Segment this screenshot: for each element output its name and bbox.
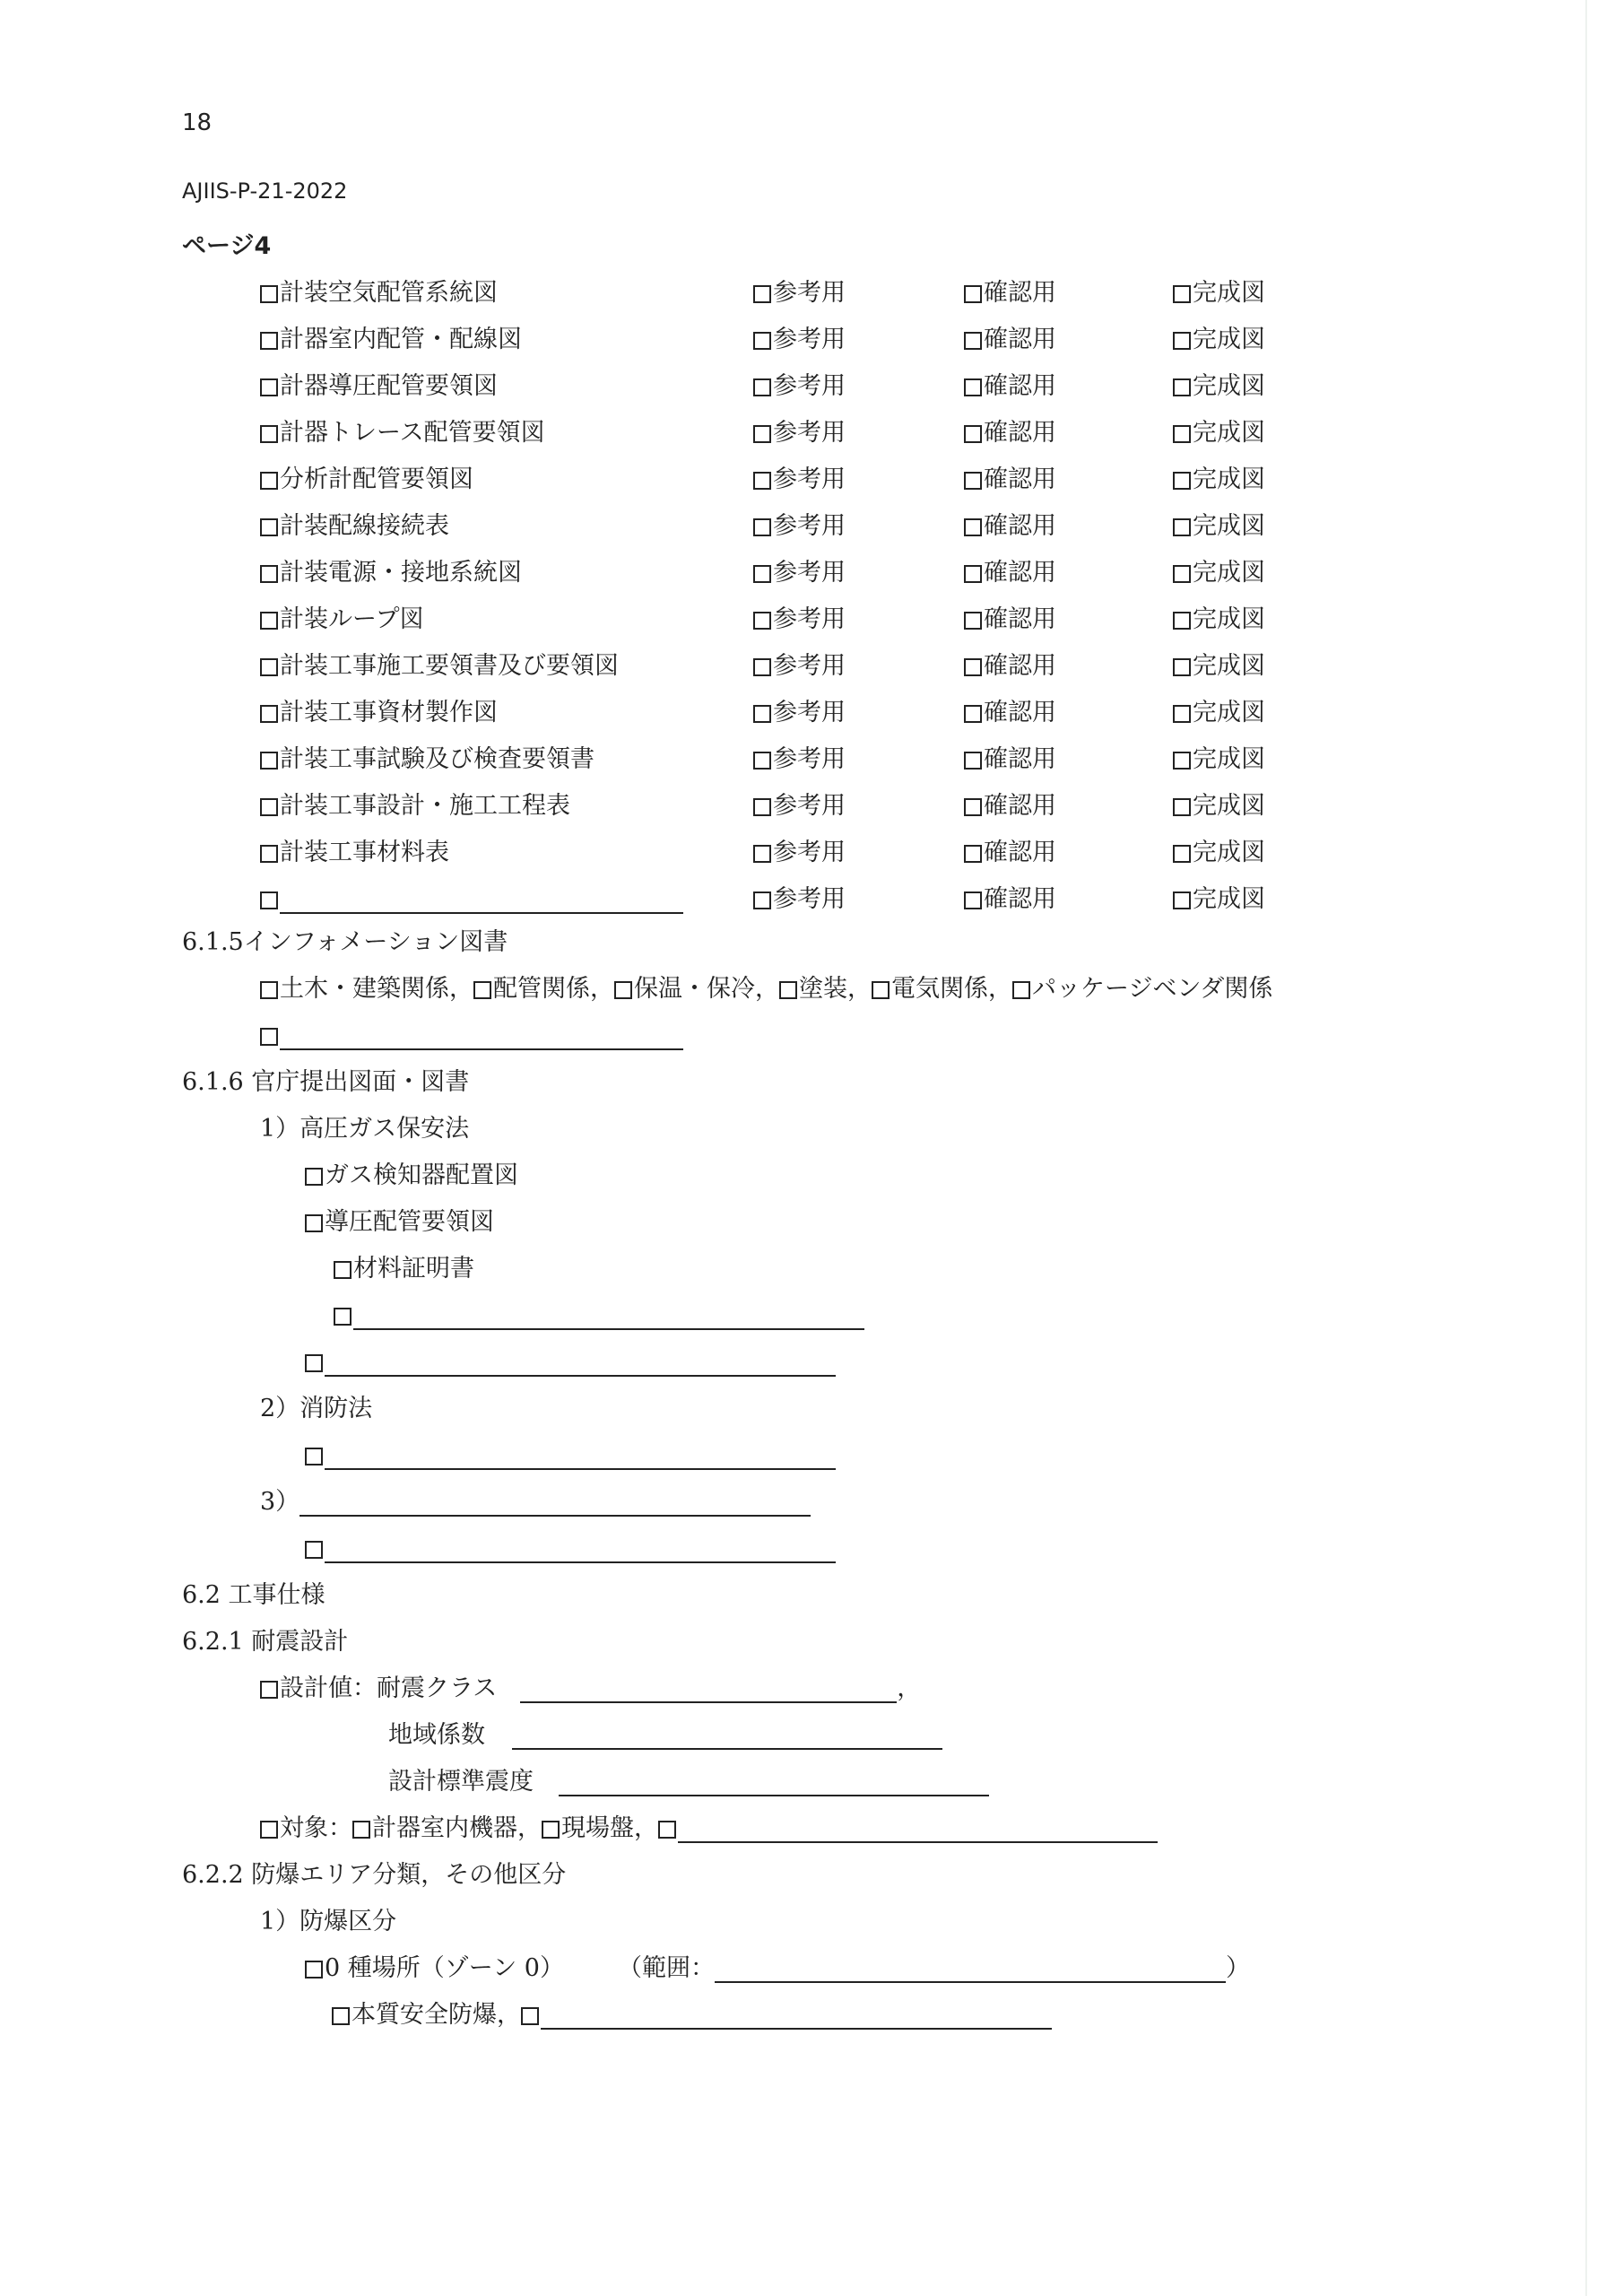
usage-reference-label: 参考用: [773, 326, 846, 353]
usage-approval-checkbox[interactable]: [964, 845, 982, 863]
doc-item-label: 計装工事材料表: [280, 839, 449, 866]
doc-table-row: [0, 651, 1623, 687]
usage-reference-label: 参考用: [773, 419, 846, 447]
doc-item-label: 計器トレース配管要領図: [280, 419, 545, 447]
usage-as-built-checkbox[interactable]: [1173, 332, 1191, 350]
usage-approval-label: 確認用: [984, 279, 1056, 307]
section-621-heading: 6.2.1 耐震設計: [182, 1628, 349, 1656]
usage-approval-checkbox[interactable]: [964, 332, 982, 350]
usage-approval: [964, 511, 1056, 542]
pressure-piping-label: 導圧配管要領図: [325, 1208, 494, 1236]
doc-table-row: [0, 838, 1623, 874]
range-close: ）: [1225, 1954, 1250, 1982]
usage-as-built-label: 完成図: [1193, 559, 1265, 587]
doc-table-row: [0, 558, 1623, 594]
law-other-number: 3）: [260, 1488, 300, 1516]
usage-reference-checkbox[interactable]: [753, 472, 771, 490]
usage-approval: [964, 884, 1056, 915]
option-insulation: 保温・保冷，: [634, 975, 779, 1003]
usage-approval: [964, 465, 1056, 495]
doc-item-label: 計器室内配管・配線図: [280, 326, 522, 353]
usage-approval: [964, 604, 1056, 635]
usage-as-built-checkbox[interactable]: [1173, 425, 1191, 443]
blank-field[interactable]: [280, 1025, 683, 1050]
usage-approval-checkbox[interactable]: [964, 472, 982, 490]
checkbox-civil[interactable]: [260, 981, 278, 999]
doc-item-checkbox[interactable]: [260, 565, 278, 583]
document-id: AJIIS-P-21-2022: [182, 178, 348, 204]
usage-as-built-label: 完成図: [1193, 326, 1265, 353]
zone0-label: 0 種場所（ゾーン 0）: [325, 1954, 564, 1982]
checkbox-intrinsic[interactable]: [332, 2007, 350, 2025]
usage-as-built-checkbox[interactable]: [1173, 472, 1191, 490]
info-docs-other: [260, 1021, 683, 1051]
usage-reference-label: 参考用: [773, 279, 846, 307]
usage-approval-checkbox[interactable]: [964, 658, 982, 676]
usage-as-built-checkbox[interactable]: [1173, 798, 1191, 816]
doc-item-label: 分析計配管要領図: [280, 465, 473, 493]
doc-item: [260, 698, 498, 728]
checkbox-zone0[interactable]: [305, 1961, 323, 1979]
doc-table-row: [0, 371, 1623, 407]
usage-reference-label: 参考用: [773, 372, 846, 400]
usage-approval: [964, 278, 1056, 309]
usage-reference: [753, 604, 846, 635]
usage-approval: [964, 558, 1056, 588]
usage-reference: [753, 371, 846, 402]
usage-as-built-label: 完成図: [1193, 745, 1265, 773]
usage-as-built: [1173, 698, 1265, 728]
usage-as-built: [1173, 278, 1265, 309]
doc-table-row: [0, 744, 1623, 780]
explosion-proof-sub: 1）防爆区分: [260, 1908, 397, 1935]
pressure-piping-item: [305, 1207, 494, 1238]
usage-approval-label: 確認用: [984, 699, 1056, 726]
law-other: [260, 1487, 811, 1518]
law-fire-service: 2）消防法: [260, 1395, 373, 1422]
usage-reference-checkbox[interactable]: [753, 565, 771, 583]
material-cert-label: 材料証明書: [353, 1255, 474, 1283]
usage-approval-label: 確認用: [984, 839, 1056, 866]
doc-item-label: 計装工事試験及び検査要領書: [280, 745, 595, 773]
checkbox-painting[interactable]: [779, 981, 797, 999]
usage-approval-checkbox[interactable]: [964, 285, 982, 303]
usage-as-built: [1173, 371, 1265, 402]
usage-as-built-checkbox[interactable]: [1173, 658, 1191, 676]
doc-item-label: 計装空気配管系統図: [280, 279, 498, 307]
checkbox-fire-other[interactable]: [305, 1448, 323, 1465]
intrinsic-row: [332, 2000, 1052, 2031]
usage-reference-label: 参考用: [773, 792, 846, 820]
usage-reference-label: 参考用: [773, 839, 846, 866]
doc-item-checkbox[interactable]: [260, 472, 278, 490]
usage-as-built: [1173, 651, 1265, 682]
usage-as-built: [1173, 511, 1265, 542]
usage-reference-label: 参考用: [773, 652, 846, 680]
doc-table-row: [0, 698, 1623, 734]
doc-item-checkbox[interactable]: [260, 332, 278, 350]
usage-approval-checkbox[interactable]: [964, 425, 982, 443]
law-high-pressure-gas: 1）高圧ガス保安法: [260, 1115, 470, 1143]
usage-reference: [753, 418, 846, 448]
usage-reference-label: 参考用: [773, 605, 846, 633]
checkbox-info-other[interactable]: [260, 1028, 278, 1046]
doc-item-checkbox[interactable]: [260, 518, 278, 536]
usage-reference: [753, 465, 846, 495]
doc-item-checkbox[interactable]: [260, 891, 278, 909]
doc-item: [260, 465, 473, 495]
usage-approval: [964, 651, 1056, 682]
doc-item-label: 計装工事設計・施工工程表: [280, 792, 570, 820]
design-seismic-row: [388, 1767, 989, 1797]
usage-approval-label: 確認用: [984, 465, 1056, 493]
doc-item-checkbox[interactable]: [260, 798, 278, 816]
usage-approval-checkbox[interactable]: [964, 752, 982, 770]
usage-as-built-label: 完成図: [1193, 419, 1265, 447]
usage-reference: [753, 698, 846, 728]
usage-reference: [753, 744, 846, 775]
doc-item: [260, 418, 545, 448]
usage-reference-checkbox[interactable]: [753, 705, 771, 723]
usage-as-built-label: 完成図: [1193, 792, 1265, 820]
checkbox-target-other[interactable]: [658, 1821, 676, 1839]
comma: ，: [897, 1674, 922, 1702]
usage-approval: [964, 325, 1056, 355]
usage-approval-label: 確認用: [984, 559, 1056, 587]
blank-field[interactable]: [299, 1492, 811, 1517]
usage-as-built: [1173, 791, 1265, 822]
usage-as-built-checkbox[interactable]: [1173, 891, 1191, 909]
usage-approval-label: 確認用: [984, 792, 1056, 820]
doc-item-checkbox[interactable]: [260, 378, 278, 396]
checkbox-hpg-other[interactable]: [305, 1354, 323, 1372]
usage-approval-checkbox[interactable]: [964, 891, 982, 909]
section-615-heading: 6.1.5インフォメーション図書: [182, 928, 508, 956]
doc-item-checkbox[interactable]: [260, 612, 278, 630]
usage-reference: [753, 278, 846, 309]
region-coef-label: 地域係数: [388, 1721, 485, 1749]
usage-approval: [964, 838, 1056, 868]
doc-table-row: [0, 884, 1623, 920]
checkbox-law-other[interactable]: [305, 1541, 323, 1559]
doc-table-row: [0, 511, 1623, 547]
doc-table-row: [0, 604, 1623, 640]
usage-approval-label: 確認用: [984, 512, 1056, 540]
blank-field[interactable]: [559, 1771, 989, 1796]
blank-field[interactable]: [325, 1352, 836, 1377]
section-616-heading: 6.1.6 官庁提出図面・図書: [182, 1068, 470, 1096]
blank-field[interactable]: [520, 1678, 897, 1703]
usage-reference: [753, 325, 846, 355]
usage-as-built-label: 完成図: [1193, 699, 1265, 726]
design-seismic-label: 設計標準震度: [388, 1768, 534, 1796]
doc-item: [260, 511, 449, 542]
doc-item: [260, 744, 595, 775]
section-62-heading: 6.2 工事仕様: [182, 1581, 325, 1609]
seismic-class-row: [260, 1674, 921, 1704]
doc-table-row: [0, 791, 1623, 827]
doc-item: [260, 278, 498, 309]
usage-reference: [753, 884, 846, 915]
usage-as-built-checkbox[interactable]: [1173, 705, 1191, 723]
usage-approval-label: 確認用: [984, 745, 1056, 773]
blank-field[interactable]: [280, 889, 683, 914]
usage-as-built-label: 完成図: [1193, 465, 1265, 493]
doc-item-label: 計器導圧配管要領図: [280, 372, 498, 400]
usage-approval-checkbox[interactable]: [964, 798, 982, 816]
doc-item-label: 計装電源・接地系統図: [280, 559, 522, 587]
range-open: （範囲：: [617, 1954, 715, 1982]
checkbox-pressure-piping[interactable]: [305, 1214, 323, 1232]
doc-table-row: [0, 418, 1623, 454]
doc-item: [260, 838, 449, 868]
doc-item-checkbox[interactable]: [260, 285, 278, 303]
usage-as-built-label: 完成図: [1193, 279, 1265, 307]
option-piping: 配管関係，: [493, 975, 614, 1003]
checkbox-intrinsic-other[interactable]: [521, 2007, 539, 2025]
usage-approval: [964, 698, 1056, 728]
usage-reference-checkbox[interactable]: [753, 378, 771, 396]
page-number: 18: [182, 109, 213, 136]
option-electrical: 電気関係，: [891, 975, 1012, 1003]
usage-approval: [964, 791, 1056, 822]
checkbox-target[interactable]: [260, 1821, 278, 1839]
usage-as-built: [1173, 838, 1265, 868]
checkbox-material-cert[interactable]: [334, 1261, 352, 1279]
blank-field[interactable]: [512, 1725, 942, 1750]
usage-reference-checkbox[interactable]: [753, 658, 771, 676]
design-value-label: 設計値：耐震クラス: [280, 1674, 498, 1702]
doc-item: [260, 604, 424, 635]
checkbox-target-panel[interactable]: [542, 1821, 560, 1839]
blank-field[interactable]: [715, 1958, 1226, 1983]
doc-table-row: [0, 465, 1623, 500]
usage-reference-label: 参考用: [773, 465, 846, 493]
usage-reference: [753, 651, 846, 682]
usage-reference: [753, 511, 846, 542]
usage-as-built: [1173, 604, 1265, 635]
usage-approval-label: 確認用: [984, 652, 1056, 680]
usage-approval: [964, 371, 1056, 402]
usage-as-built-checkbox[interactable]: [1173, 285, 1191, 303]
doc-item: [260, 558, 522, 588]
material-cert-item: [334, 1254, 474, 1284]
gas-detector-item: [305, 1161, 518, 1191]
usage-approval: [964, 744, 1056, 775]
option-civil: 土木・建築関係，: [280, 975, 473, 1003]
usage-approval-label: 確認用: [984, 885, 1056, 913]
seismic-target-row: [260, 1813, 1158, 1844]
usage-reference-checkbox[interactable]: [753, 518, 771, 536]
option-painting: 塗装，: [799, 975, 872, 1003]
usage-reference-label: 参考用: [773, 699, 846, 726]
doc-item-checkbox[interactable]: [260, 845, 278, 863]
doc-item: [260, 325, 522, 355]
checkbox-design-value[interactable]: [260, 1681, 278, 1699]
doc-item-label: 計装工事施工要領書及び要領図: [280, 652, 619, 680]
doc-item-checkbox[interactable]: [260, 752, 278, 770]
checkbox-piping[interactable]: [473, 981, 491, 999]
usage-as-built: [1173, 558, 1265, 588]
doc-item-label: 計装工事資材製作図: [280, 699, 498, 726]
usage-reference-checkbox[interactable]: [753, 332, 771, 350]
usage-reference-label: 参考用: [773, 559, 846, 587]
usage-as-built: [1173, 465, 1265, 495]
doc-item: [260, 884, 683, 915]
target-label: 対象：: [280, 1814, 352, 1842]
checkbox-package-vendor[interactable]: [1012, 981, 1030, 999]
doc-item-checkbox[interactable]: [260, 425, 278, 443]
blank-field[interactable]: [353, 1305, 864, 1330]
zone0-row: [305, 1953, 1250, 1984]
usage-approval: [964, 418, 1056, 448]
doc-item-label: 計装ループ図: [280, 605, 424, 633]
usage-reference-checkbox[interactable]: [753, 798, 771, 816]
info-docs-options: [260, 974, 1272, 1004]
usage-as-built: [1173, 418, 1265, 448]
target-panel-label: 現場盤，: [561, 1814, 658, 1842]
usage-as-built: [1173, 744, 1265, 775]
usage-reference-checkbox[interactable]: [753, 425, 771, 443]
usage-reference: [753, 791, 846, 822]
usage-reference-checkbox[interactable]: [753, 285, 771, 303]
target-room-label: 計器室内機器，: [372, 1814, 542, 1842]
usage-approval-checkbox[interactable]: [964, 705, 982, 723]
blank-field[interactable]: [541, 2005, 1052, 2030]
gas-detector-label: ガス検知器配置図: [325, 1161, 518, 1189]
usage-approval-label: 確認用: [984, 372, 1056, 400]
usage-reference-label: 参考用: [773, 512, 846, 540]
usage-reference-checkbox[interactable]: [753, 612, 771, 630]
usage-reference-checkbox[interactable]: [753, 891, 771, 909]
page-label: ページ4: [182, 232, 272, 260]
usage-as-built-label: 完成図: [1193, 512, 1265, 540]
usage-reference-label: 参考用: [773, 885, 846, 913]
usage-as-built-checkbox[interactable]: [1173, 518, 1191, 536]
doc-item-label: 計装配線接続表: [280, 512, 449, 540]
usage-approval-checkbox[interactable]: [964, 518, 982, 536]
intrinsic-label: 本質安全防爆，: [352, 2001, 521, 2029]
region-coef-row: [388, 1720, 942, 1751]
blank-field[interactable]: [325, 1538, 836, 1563]
doc-item: [260, 791, 570, 822]
usage-reference-checkbox[interactable]: [753, 845, 771, 863]
usage-as-built: [1173, 325, 1265, 355]
fire-service-other: [305, 1440, 836, 1471]
usage-approval-label: 確認用: [984, 605, 1056, 633]
usage-as-built-label: 完成図: [1193, 839, 1265, 866]
checkbox-gas-detector[interactable]: [305, 1168, 323, 1186]
usage-as-built-label: 完成図: [1193, 885, 1265, 913]
usage-as-built-checkbox[interactable]: [1173, 845, 1191, 863]
usage-as-built: [1173, 884, 1265, 915]
blank-field[interactable]: [678, 1818, 1158, 1843]
usage-approval-checkbox[interactable]: [964, 612, 982, 630]
usage-as-built-checkbox[interactable]: [1173, 378, 1191, 396]
checkbox-target-room[interactable]: [352, 1821, 370, 1839]
checkbox-electrical[interactable]: [872, 981, 890, 999]
usage-approval-label: 確認用: [984, 419, 1056, 447]
usage-reference: [753, 558, 846, 588]
doc-table-row: [0, 325, 1623, 361]
doc-item-checkbox[interactable]: [260, 705, 278, 723]
doc-item-checkbox[interactable]: [260, 658, 278, 676]
usage-as-built-label: 完成図: [1193, 372, 1265, 400]
doc-item: [260, 651, 619, 682]
usage-approval-checkbox[interactable]: [964, 565, 982, 583]
option-package-vendor: パッケージベンダ関係: [1032, 975, 1273, 1003]
blank-field[interactable]: [325, 1445, 836, 1470]
usage-as-built-checkbox[interactable]: [1173, 565, 1191, 583]
checkbox-insulation[interactable]: [614, 981, 632, 999]
doc-item: [260, 371, 498, 402]
doc-table-row: [0, 278, 1623, 314]
usage-reference: [753, 838, 846, 868]
usage-as-built-label: 完成図: [1193, 652, 1265, 680]
usage-reference-label: 参考用: [773, 745, 846, 773]
usage-as-built-checkbox[interactable]: [1173, 752, 1191, 770]
usage-reference-checkbox[interactable]: [753, 752, 771, 770]
usage-as-built-label: 完成図: [1193, 605, 1265, 633]
high-pressure-gas-other: [305, 1347, 836, 1378]
usage-approval-label: 確認用: [984, 326, 1056, 353]
section-622-heading: 6.2.2 防爆エリア分類，その他区分: [182, 1861, 567, 1889]
checkbox-pressure-piping-other[interactable]: [334, 1308, 352, 1326]
pressure-piping-other: [334, 1300, 864, 1331]
usage-as-built-checkbox[interactable]: [1173, 612, 1191, 630]
usage-approval-checkbox[interactable]: [964, 378, 982, 396]
law-other-item: [305, 1534, 836, 1564]
